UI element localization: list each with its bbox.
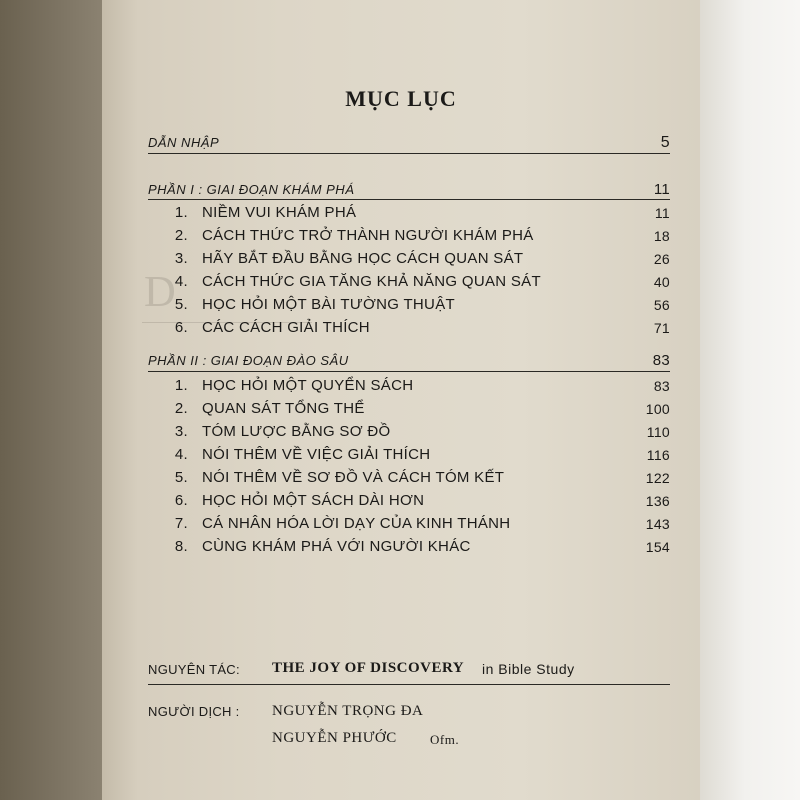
translator-name: NGUYỄN TRỌNG ĐA bbox=[272, 703, 424, 719]
toc-item-row bbox=[170, 421, 670, 443]
original-title-label: NGUYÊN TÁC: bbox=[148, 662, 240, 677]
toc-item-row bbox=[170, 248, 670, 270]
section-rule bbox=[148, 371, 670, 372]
toc-item-number: 3. bbox=[174, 423, 188, 440]
toc-item-label: CÁCH THỨC TRỞ THÀNH NGƯỜI KHÁM PHÁ bbox=[202, 227, 534, 244]
toc-item-label: HỌC HỎI MỘT SÁCH DÀI HƠN bbox=[202, 492, 425, 509]
toc-item-page: 40 bbox=[653, 274, 670, 290]
toc-item-page: 143 bbox=[645, 516, 670, 532]
toc-item-row bbox=[170, 490, 670, 512]
translator-name: NGUYỄN PHƯỚC bbox=[272, 730, 397, 746]
toc-item-label: HÃY BẮT ĐẦU BẰNG HỌC CÁCH QUAN SÁT bbox=[202, 250, 524, 267]
toc-item-row bbox=[170, 375, 670, 397]
section-rule bbox=[148, 199, 670, 200]
toc-part-page: 83 bbox=[652, 352, 670, 369]
toc-item-number: 8. bbox=[174, 538, 188, 555]
toc-item-number: 6. bbox=[174, 319, 188, 336]
toc-item-row bbox=[170, 444, 670, 466]
original-title-suffix: in Bible Study bbox=[482, 661, 575, 677]
toc-item-label: HỌC HỎI MỘT BÀI TƯỜNG THUẬT bbox=[202, 296, 455, 313]
toc-intro-label: DẪN NHẬP bbox=[148, 135, 220, 150]
toc-item-row bbox=[170, 317, 670, 339]
toc-item-row bbox=[170, 271, 670, 293]
page-title: MỤC LỤC bbox=[345, 86, 457, 111]
toc-item-row bbox=[170, 202, 670, 224]
toc-item-page: 26 bbox=[653, 251, 670, 267]
toc-intro-page: 5 bbox=[660, 134, 670, 151]
toc-item-page: 18 bbox=[653, 228, 670, 244]
toc-part-label: PHẦN II : GIAI ĐOẠN ĐÀO SÂU bbox=[148, 353, 349, 368]
toc-part-row bbox=[148, 179, 670, 201]
toc-item-label: NÓI THÊM VỀ VIỆC GIẢI THÍCH bbox=[202, 446, 431, 463]
toc-part-label: PHẦN I : GIAI ĐOẠN KHÁM PHÁ bbox=[148, 182, 355, 197]
translator-suffix: Ofm. bbox=[430, 732, 460, 747]
toc-part-row bbox=[148, 350, 670, 372]
toc-item-page: 56 bbox=[653, 297, 670, 313]
original-title: THE JOY OF DISCOVERY bbox=[272, 660, 465, 676]
toc-item-row bbox=[170, 294, 670, 316]
toc-item-label: TÓM LƯỢC BẰNG SƠ ĐỒ bbox=[202, 423, 391, 440]
toc-item-label: CÁ NHÂN HÓA LỜI DẠY CỦA KINH THÁNH bbox=[202, 515, 511, 532]
book-spine-shadow bbox=[0, 0, 108, 800]
toc-item-number: 2. bbox=[174, 400, 188, 417]
toc-item-page: 71 bbox=[653, 320, 670, 336]
bleed-through-letter: D bbox=[144, 267, 176, 316]
toc-item-label: CÙNG KHÁM PHÁ VỚI NGƯỜI KHÁC bbox=[202, 538, 471, 555]
toc-item-number: 6. bbox=[174, 492, 188, 509]
section-rule bbox=[148, 153, 670, 154]
toc-item-number: 2. bbox=[174, 227, 188, 244]
toc-item-row bbox=[170, 536, 670, 558]
toc-item-row bbox=[170, 398, 670, 420]
toc-item-label: NIỀM VUI KHÁM PHÁ bbox=[202, 204, 357, 221]
toc-item-page: 116 bbox=[646, 447, 670, 463]
book-page bbox=[102, 0, 700, 800]
toc-item-page: 136 bbox=[645, 493, 670, 509]
toc-item-label: CÁC CÁCH GIẢI THÍCH bbox=[202, 319, 370, 336]
toc-item-label: CÁCH THỨC GIA TĂNG KHẢ NĂNG QUAN SÁT bbox=[202, 273, 541, 290]
toc-item-number: 5. bbox=[174, 296, 188, 313]
toc-item-number: 7. bbox=[174, 515, 188, 532]
toc-part-page: 11 bbox=[653, 181, 670, 198]
toc-item-number: 5. bbox=[174, 469, 188, 486]
translator-label: NGƯỜI DỊCH : bbox=[148, 704, 240, 719]
toc-item-page: 122 bbox=[645, 470, 670, 486]
toc-item-number: 4. bbox=[174, 446, 188, 463]
toc-item-label: NÓI THÊM VỀ SƠ ĐỒ VÀ CÁCH TÓM KẾT bbox=[202, 469, 505, 486]
toc-item-page: 154 bbox=[645, 539, 670, 555]
toc-item-row bbox=[170, 467, 670, 489]
toc-item-page: 110 bbox=[646, 424, 670, 440]
toc-item-label: QUAN SÁT TỔNG THỂ bbox=[202, 400, 365, 417]
toc-item-number: 3. bbox=[174, 250, 188, 267]
toc-item-page: 11 bbox=[654, 205, 670, 221]
toc-item-row bbox=[170, 513, 670, 535]
background-surface bbox=[700, 0, 800, 800]
toc-item-row bbox=[170, 225, 670, 247]
toc-item-page: 100 bbox=[645, 401, 670, 417]
credits-rule bbox=[148, 684, 670, 685]
toc-item-number: 4. bbox=[174, 273, 188, 290]
toc-item-number: 1. bbox=[174, 204, 188, 221]
toc-item-label: HỌC HỎI MỘT QUYỂN SÁCH bbox=[202, 377, 414, 394]
toc-intro-row bbox=[148, 132, 670, 154]
toc-item-number: 1. bbox=[174, 377, 188, 394]
toc-item-page: 83 bbox=[653, 378, 670, 394]
